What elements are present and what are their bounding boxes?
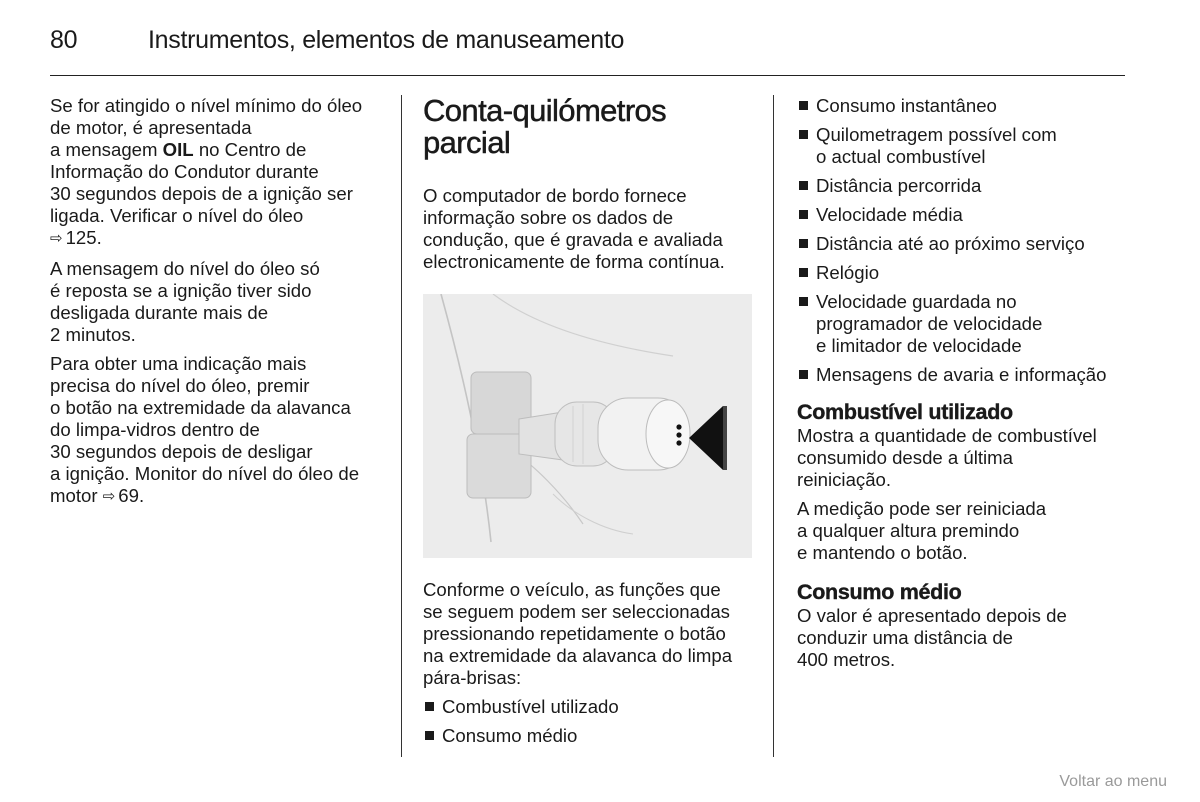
section-title: Conta-quilómetros parcial xyxy=(423,93,667,160)
bullet-square-icon xyxy=(799,101,808,110)
page-reference-arrow-icon: ⇨ xyxy=(50,230,63,247)
back-to-menu-link[interactable]: Voltar ao menu xyxy=(1059,773,1167,790)
list-item: Distância até ao próximo serviço xyxy=(797,233,1127,255)
list-item: Consumo instantâneo xyxy=(797,95,1127,117)
page-reference-link[interactable]: ⇨ 125. xyxy=(50,227,102,248)
function-list xyxy=(423,696,755,747)
page-reference-arrow-icon: ⇨ xyxy=(102,488,116,505)
list-item: Combustível utilizado xyxy=(423,696,755,718)
right-column xyxy=(797,95,1127,678)
list-item: Mensagens de avaria e informação xyxy=(797,364,1127,386)
fuel-used-paragraph: Mostra a quantidade de combustível consumido desde a última reiniciação. xyxy=(797,425,1097,490)
subsection-title-average-consumption: Consumo médio xyxy=(797,580,962,604)
bullet-square-icon xyxy=(425,702,434,711)
bullet-square-icon xyxy=(799,181,808,190)
average-consumption-paragraph: O valor é apresentado depois de conduzir uma distância de 400 metros. xyxy=(797,605,1067,670)
middle-column xyxy=(423,95,755,754)
page-header xyxy=(50,22,1125,76)
bullet-square-icon xyxy=(799,297,808,306)
oil-level-paragraph: Para obter uma indicação mais precisa do nível do óleo, premir o botão na extremidade da alavanca do limpa-vidros dentro de 30 segundos depois de desligar a ignição. Monitor do nível do óleo de motor ⇨ 69. xyxy=(50,353,360,506)
bullet-square-icon xyxy=(799,210,808,219)
column-divider xyxy=(401,95,402,757)
list-item: Quilometragem possível com o actual combustível xyxy=(797,124,1127,168)
left-column xyxy=(50,95,386,516)
list-item: Relógio xyxy=(797,262,1127,284)
functions-paragraph: Conforme o veículo, as funções que se seguem podem ser seleccionadas pressionando repetidamente o botão na extremidade da alavanca do limpa pára-brisas: xyxy=(423,579,733,688)
oil-message-code: OIL xyxy=(162,139,194,160)
list-item: Distância percorrida xyxy=(797,175,1127,197)
chapter-title: Instrumentos, elementos de manuseamento xyxy=(148,26,625,54)
page-reference-link[interactable]: ⇨ 69. xyxy=(102,485,145,506)
function-list-continued xyxy=(797,95,1127,386)
bullet-square-icon xyxy=(799,130,808,139)
intro-paragraph: O computador de bordo fornece informação sobre os dados de condução, que é gravada e avaliada electronicamente de forma contínua. xyxy=(423,185,725,272)
bullet-square-icon xyxy=(425,731,434,740)
wiper-lever-drawing xyxy=(423,294,752,558)
oil-warning-paragraph: Se for atingido o nível mínimo do óleo de motor, é apresentada a mensagem OIL no Centro de Informação do Condutor durante 30 segundos depois de a ignição ser ligada. Verificar o nível do óleo ⇨ 125. xyxy=(50,95,363,248)
bullet-square-icon xyxy=(799,239,808,248)
page-number: 80 xyxy=(50,26,78,54)
reset-paragraph: A medição pode ser reiniciada a qualquer altura premindo e mantendo o botão. xyxy=(797,498,1047,563)
wiper-lever-illustration xyxy=(423,294,752,558)
list-item: Velocidade guardada no programador de velocidade e limitador de velocidade xyxy=(797,291,1127,357)
column-divider xyxy=(773,95,774,757)
list-item: Consumo médio xyxy=(423,725,755,747)
bullet-square-icon xyxy=(799,268,808,277)
oil-reset-paragraph: A mensagem do nível do óleo só é reposta se a ignição tiver sido desligada durante mais de 2 minutos. xyxy=(50,258,320,345)
bullet-square-icon xyxy=(799,370,808,379)
list-item: Velocidade média xyxy=(797,204,1127,226)
subsection-title-fuel-used: Combustível utilizado xyxy=(797,400,1013,424)
